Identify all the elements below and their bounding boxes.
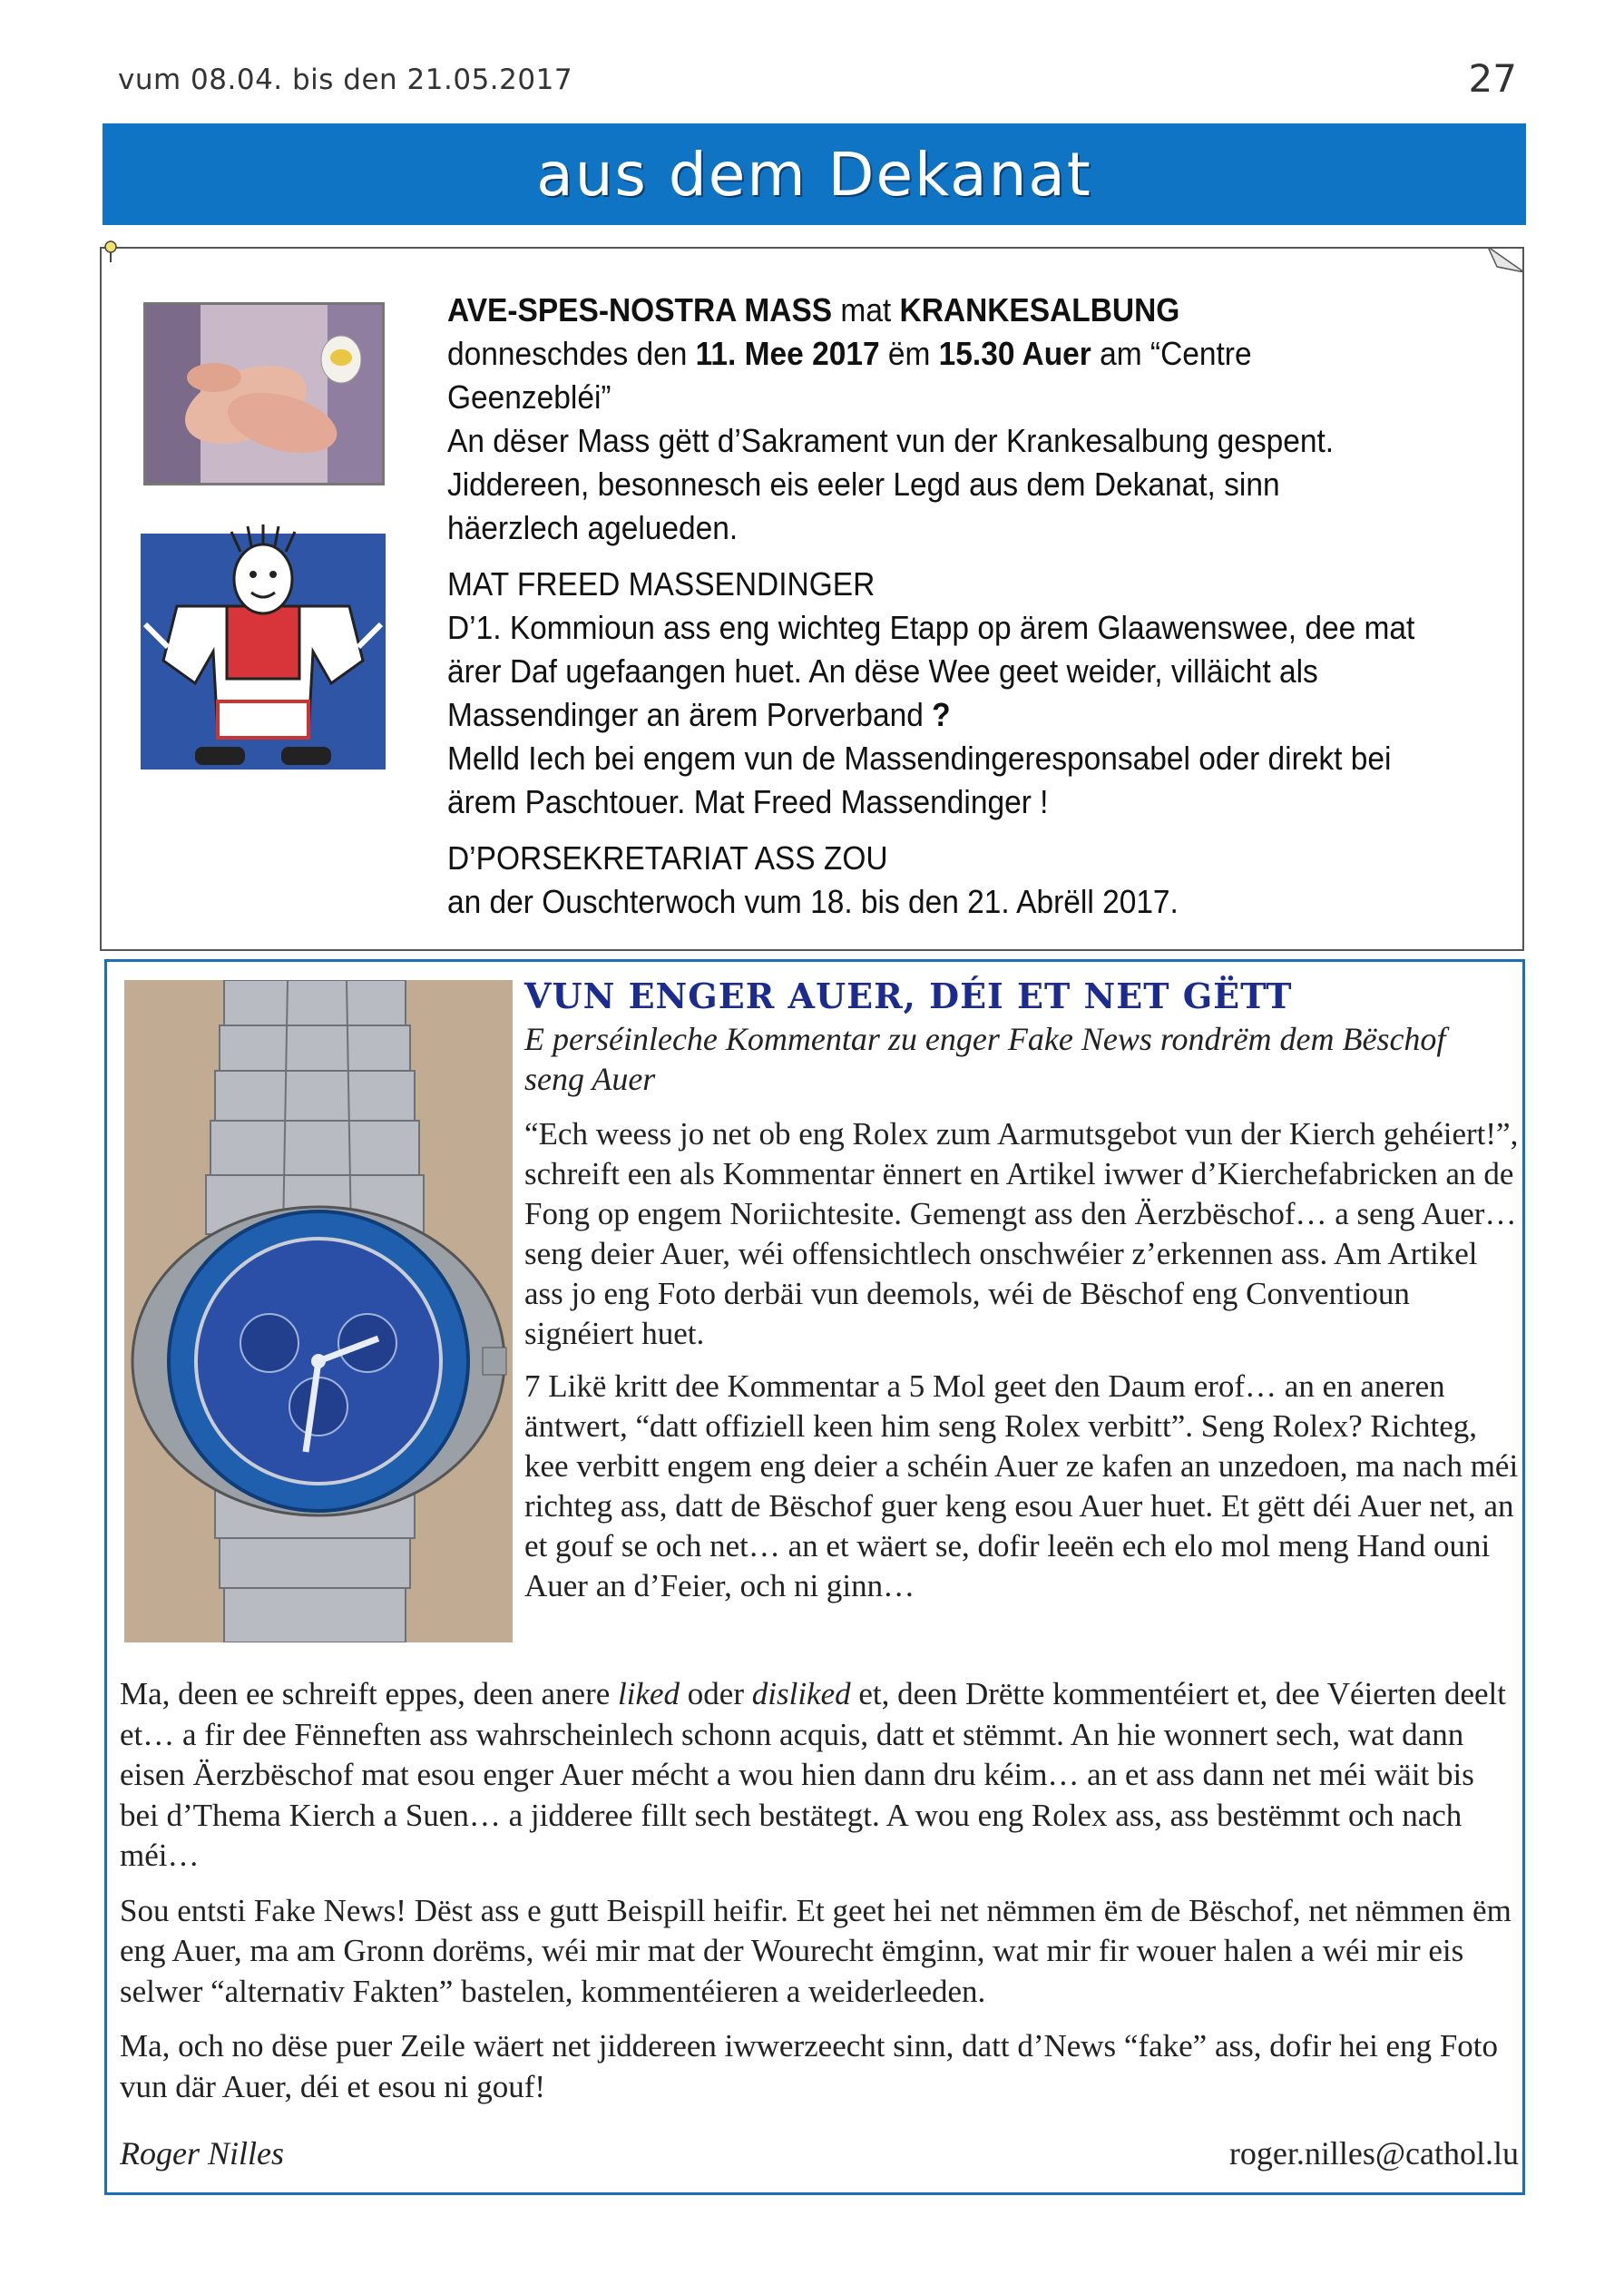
page-fold-icon — [1488, 247, 1524, 272]
notice-mass-time: 15.30 Auer — [938, 335, 1091, 372]
p3-part-a: Ma, deen ee schreift eppes, deen anere — [120, 1676, 619, 1711]
notice-altar-servers-body: D’1. Kommioun ass eng wichteg Etapp op ärem Glaawenswee, dee mat ärer Daf ugefaangen huet. An dëse Wee geet weider, villäicht als Massendinger an ärem Porverband — [447, 609, 1415, 733]
notice-mass-heading: AVE-SPES-NOSTRA MASS — [447, 291, 833, 328]
author-email[interactable]: roger.nilles@cathol.lu — [1228, 2135, 1519, 2171]
notice-mass-heading-mid: mat — [832, 291, 900, 328]
notice-altar-servers-question: ? — [932, 696, 951, 733]
article-body-column — [524, 1114, 1522, 1619]
page-number: 27 — [1468, 56, 1517, 101]
article-paragraph-5: Ma, och no dëse puer Zeile wäert net jiddereen iwwerzeecht sinn, datt d’News “fake” ass, dofir hei eng Foto vun där Auer, déi et esou ni gouf! — [120, 2028, 1499, 2104]
p3-part-c: et, deen Drëtte kommentéiert et, dee Véierten deelt et… a fir dee Fënneften ass wahrscheinlech schonn acquis, datt et stëmmt. An hie wonnert sech, wat dann eisen Äerzbëschof mat esou enger Auer mécht a wou hien dann dru kéim… an et ass dann net méi wäit bis bei d’Thema Kierch a Suen… a jidderee fillt sech bestätegt. A wou eng Rolex ass, ass bestëmmt och nach méi… — [120, 1676, 1506, 1873]
pushpin-icon — [103, 240, 118, 263]
article-paragraph-4: Sou entsti Fake News! Dëst ass e gutt Beispill heifir. Et geet hei net nëmmen ëm de Bëschof, net nëmmen ëm eng Auer, ma am Gronn dorëms, wéi mir mat der Wourecht ëmginn, wat mir fir wouer halen a wéi mir eis selwer “alternativ Fakten” bastelen, kommentéieren a weiderleeden. — [120, 1892, 1511, 2009]
notice-secretariat-body: an der Ouschterwoch vum 18. bis den 21. Abrëll 2017. — [447, 883, 1179, 920]
notice-mass-date-prefix: donneschdes den — [447, 335, 696, 372]
notice-mass-date: 11. Mee 2017 — [695, 335, 880, 372]
article-body-full — [120, 1674, 1512, 2122]
notice-secretariat — [447, 837, 1418, 924]
notice-text — [447, 289, 1418, 936]
p3-part-b: oder — [680, 1676, 752, 1711]
author-signature: Roger Nilles — [120, 2135, 284, 2171]
section-title: aus dem Dekanat — [536, 139, 1092, 210]
notice-mass-location: am “Centre Geenzebléi” — [447, 335, 1252, 416]
article-subtitle: E perséinleche Kommentar zu enger Fake News rondrëm dem Bëschof seng Auer — [524, 1021, 1446, 1097]
notice-altar-servers — [447, 563, 1418, 824]
notice-mass — [447, 289, 1418, 550]
notice-altar-servers-heading: MAT FREED MASSENDINGER — [447, 565, 876, 603]
notice-mass-time-prefix: ëm — [879, 335, 939, 372]
p3-liked: liked — [618, 1676, 680, 1711]
altar-server-illustration — [141, 524, 386, 777]
watch-photo — [124, 980, 513, 1642]
section-banner — [103, 123, 1526, 225]
article-paragraph-3 — [120, 1674, 1512, 1877]
article-paragraph-1: “Ech weess jo net ob eng Rolex zum Aarmutsgebot vun der Kierch gehéiert!”, schreift een als Kommentar ënnert en Artikel iwwer d’Kierchefabricken an de Fong op engem Noriichtesite. Gemengt ass den Äerzbëschof… a seng Auer… seng deier Auer, wéi offensichtlech onschwéier z’erkennen ass. Am Artikel ass jo eng Foto derbäi vun deemols, wéi de Bëschof eng Conventioun signéiert huet. — [524, 1116, 1519, 1351]
article-paragraph-2: 7 Likë kritt dee Kommentar a 5 Mol geet den Daum erof… an en aneren äntwert, “datt offiziell keen him seng Rolex verbitt”. Seng Rolex? Richteg, kee verbitt engem eng deier a schéin Auer ze kafen an unzedoen, ma nach méi richteg ass, datt de Bëschof guer keng esou Auer huet. Et gëtt déi Auer net, an et gouf se och net… an et wäert se, dofir leeën ech elo mol meng Hand ouni Auer an d’Feier, och ni ginn… — [524, 1368, 1519, 1603]
notice-mass-heading-end: KRANKESALBUNG — [899, 291, 1180, 328]
notice-altar-servers-body-2: Melld Iech bei engem vun de Massendingeresponsabel oder direkt bei ärem Paschtouer. Mat Freed Massendinger ! — [447, 740, 1392, 820]
anointing-hands-photo — [143, 302, 385, 485]
header-date-range: vum 08.04. bis den 21.05.2017 — [118, 64, 573, 96]
article-title: VUN ENGER AUER, DÉI ET NET GËTT — [524, 975, 1293, 1016]
notice-secretariat-heading: D’PORSEKRETARIAT ASS ZOU — [447, 839, 888, 877]
notice-mass-body: An dëser Mass gëtt d’Sakrament vun der Krankesalbung gespent. Jiddereen, besonnesch eis eeler Legd aus dem Dekanat, sinn häerzlech agelueden. — [447, 422, 1335, 546]
p3-disliked: disliked — [751, 1676, 851, 1711]
